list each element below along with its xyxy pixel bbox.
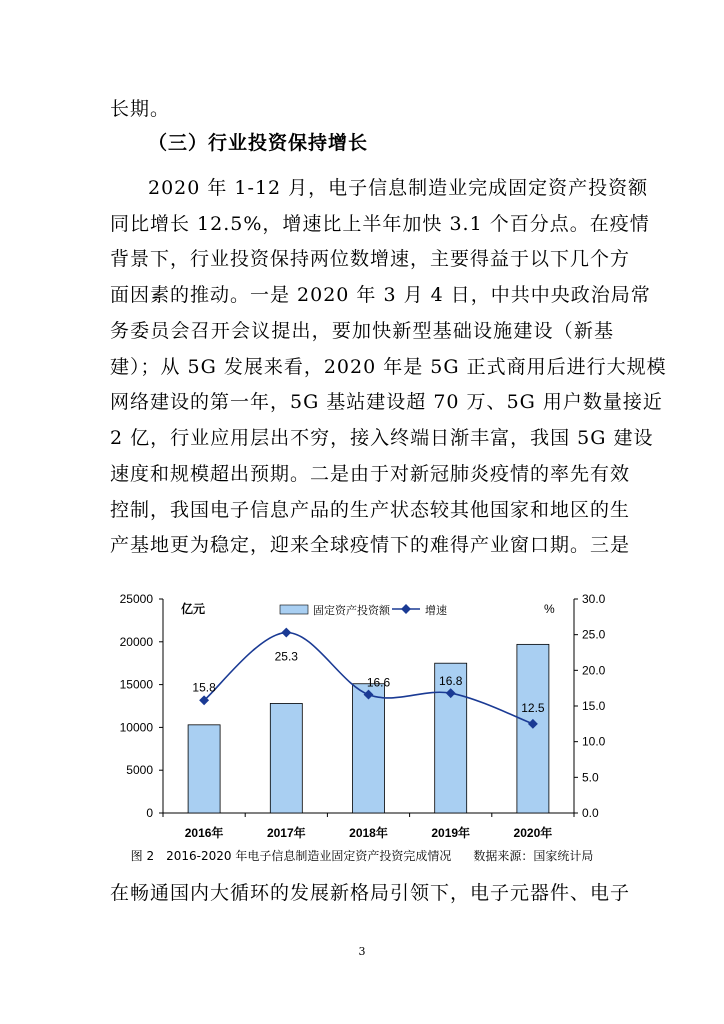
left-axis-tick-label: 5000 xyxy=(126,763,153,778)
paragraph-line: 网络建设的第一年，5G 基站建设超 70 万、5G 用户数量接近 xyxy=(110,391,663,413)
paragraph-line: 速度和规模超出预期。二是由于对新冠肺炎疫情的率先有效 xyxy=(110,463,631,485)
paragraph-line: 面因素的推动。一是 2020 年 3 月 4 日，中共中央政治局常 xyxy=(110,284,651,306)
left-axis-tick-label: 0 xyxy=(146,806,153,820)
growth-rate-marker xyxy=(281,628,291,638)
right-axis-tick-label: 10.0 xyxy=(582,734,606,749)
right-axis-tick-label: 20.0 xyxy=(582,663,606,678)
legend-bar-swatch xyxy=(280,605,308,614)
section-heading: （三）行业投资保持增长 xyxy=(148,132,369,154)
x-axis-tick-label: 2019年 xyxy=(431,826,471,840)
right-axis-tick-label: 25.0 xyxy=(582,627,606,642)
data-label: 16.8 xyxy=(439,674,463,689)
paragraph-line: 2020 年 1-12 月，电子信息制造业完成固定资产投资额 xyxy=(148,177,649,199)
bar xyxy=(188,725,220,813)
paragraph-line: 背景下，行业投资保持两位数增速，主要得益于以下几个方 xyxy=(110,248,631,270)
right-axis-tick-label: 0.0 xyxy=(582,806,599,820)
x-axis-tick-label: 2018年 xyxy=(349,826,388,840)
legend-line-marker xyxy=(401,604,411,614)
bar xyxy=(353,684,385,813)
data-label: 15.8 xyxy=(192,680,216,695)
legend-bar-label: 固定资产投资额 xyxy=(313,605,390,617)
caption-source: 数据来源：国家统计局 xyxy=(473,849,594,863)
caption-title: 图 2 2016-2020 年电子信息制造业固定资产投资完成情况 xyxy=(130,849,452,863)
left-axis-unit: 亿元 xyxy=(181,602,206,616)
paragraph-line: 2 亿，行业应用层出不穷，接入终端日渐丰富，我国 5G 建设 xyxy=(110,427,654,449)
paragraph-line: 同比增长 12.5%，增速比上半年加快 3.1 个百分点。在疫情 xyxy=(110,213,650,235)
paragraph-line: 在畅通国内大循环的发展新格局引领下，电子元器件、电子 xyxy=(110,882,631,904)
x-axis-tick-label: 2016年 xyxy=(184,826,224,840)
paragraph-end-line: 长期。 xyxy=(110,98,171,120)
data-label: 25.3 xyxy=(274,649,298,664)
x-axis-tick-label: 2017年 xyxy=(266,826,306,840)
right-axis-tick-label: 5.0 xyxy=(582,770,599,785)
page-number: 3 xyxy=(358,945,366,958)
data-label: 12.5 xyxy=(521,700,545,715)
right-axis-tick-label: 15.0 xyxy=(582,699,606,713)
paragraph-line: 建）；从 5G 发展来看，2020 年是 5G 正式商用后进行大规模 xyxy=(110,356,667,378)
left-axis-tick-label: 25000 xyxy=(119,592,153,606)
x-axis-tick-label: 2020年 xyxy=(513,826,553,840)
paragraph-line: 控制，我国电子信息产品的生产状态较其他国家和地区的生 xyxy=(110,499,631,521)
left-axis-tick-label: 20000 xyxy=(119,634,153,649)
legend-line-label: 增速 xyxy=(425,605,447,617)
data-label: 16.6 xyxy=(366,675,391,690)
paragraph-line: 产基地更为稳定，迎来全球疫情下的难得产业窗口期。三是 xyxy=(110,534,631,556)
left-axis-tick-label: 15000 xyxy=(119,677,153,692)
left-axis-tick-label: 10000 xyxy=(119,720,153,735)
paragraph-line: 务委员会召开会议提出，要加快新型基础设施建设（新基 xyxy=(110,320,614,342)
right-axis-tick-label: 30.0 xyxy=(582,592,606,606)
right-axis-unit: % xyxy=(544,602,555,616)
figure-caption xyxy=(110,848,614,864)
bar xyxy=(270,703,302,813)
